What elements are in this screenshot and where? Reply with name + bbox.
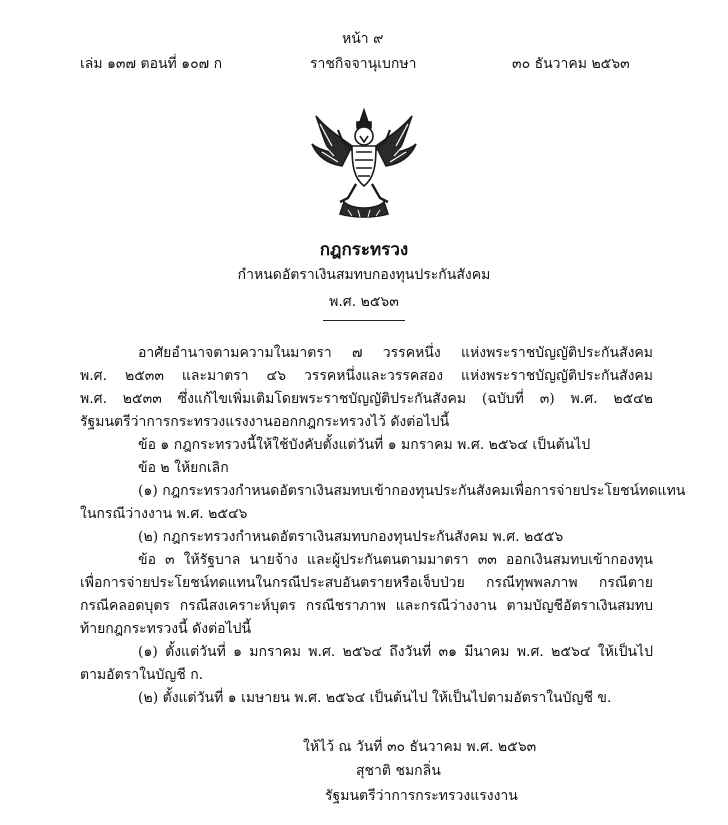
clause-3-item-1-cont: ตามอัตราในบัญชี ก. [80,667,204,683]
clause-3-line-4: ท้ายกฎกระทรวงนี้ ดังต่อไปนี้ [80,621,252,637]
clause-2-item-1-cont: ในกรณีว่างงาน พ.ศ. ๒๕๔๖ [80,506,248,522]
signatory-name: สุชาติ ชมกลิ่น [356,763,441,779]
clause-1: ข้อ ๑ กฎกระทรวงนี้ให้ใช้บังคับตั้งแต่วันที่ ๑ มกราคม พ.ศ. ๒๕๖๔ เป็นต้นไป [138,437,591,453]
clause-2-item-2: (๒) กฎกระทรวงกำหนดอัตราเงินสมทบกองทุนประกันสังคม พ.ศ. ๒๕๕๖ [138,529,564,545]
preamble-line-1: อาศัยอำนาจตามความในมาตรา ๗ วรรคหนึ่ง แห่งพระราชบัญญัติประกันสังคม [138,345,653,361]
volume-issue: เล่ม ๑๓๗ ตอนที่ ๑๐๗ ก [80,56,223,72]
clause-2-item-1: (๑) กฎกระทรวงกำหนดอัตราเงินสมทบเข้ากองทุนประกันสังคมเพื่อการจ่ายประโยชน์ทดแทน [138,483,686,499]
page-number: หน้า ๙ [342,31,384,47]
clause-2: ข้อ ๒ ให้ยกเลิก [138,460,229,476]
clause-3-line-1: ข้อ ๓ ให้รัฐบาล นายจ้าง และผู้ประกันตนตามมาตรา ๓๓ ออกเงินสมทบเข้ากองทุน [138,552,653,568]
clause-3-item-1: (๑) ตั้งแต่วันที่ ๑ มกราคม พ.ศ. ๒๕๖๔ ถึงวันที่ ๓๑ มีนาคม พ.ศ. ๒๕๖๔ ให้เป็นไป [138,644,653,660]
gazette-name: ราชกิจจานุเบกษา [310,56,417,72]
clause-3-line-2: เพื่อการจ่ายประโยชน์ทดแทนในกรณีประสบอันตรายหรือเจ็บป่วย กรณีทุพพลภาพ กรณีตาย [80,575,653,591]
document-year: พ.ศ. ๒๕๖๓ [329,294,399,310]
preamble-line-2: พ.ศ. ๒๕๓๓ และมาตรา ๔๖ วรรคหนึ่งและวรรคสอง แห่งพระราชบัญญัติประกันสังคม [80,368,653,384]
clause-3-item-2: (๒) ตั้งแต่วันที่ ๑ เมษายน พ.ศ. ๒๕๖๔ เป็นต้นไป ให้เป็นไปตามอัตราในบัญชี ข. [138,690,612,706]
clause-3-line-3: กรณีคลอดบุตร กรณีสงเคราะห์บุตร กรณีชราภาพ และกรณีว่างงาน ตามบัญชีอัตราเงินสมทบ [80,598,653,614]
title-divider [323,320,405,321]
given-date: ให้ไว้ ณ วันที่ ๓๐ ธันวาคม พ.ศ. ๒๕๖๓ [303,739,537,755]
garuda-emblem-icon [308,106,420,220]
document-title: กฎกระทรวง [319,240,409,260]
preamble-line-4: รัฐมนตรีว่าการกระทรวงแรงงานออกกฎกระทรวงไว้ ดังต่อไปนี้ [80,414,450,430]
document-subtitle: กำหนดอัตราเงินสมทบกองทุนประกันสังคม [237,267,491,283]
signatory-position: รัฐมนตรีว่าการกระทรวงแรงงาน [325,788,518,804]
preamble-line-3: พ.ศ. ๒๕๓๓ ซึ่งแก้ไขเพิ่มเติมโดยพระราชบัญญัติประกันสังคม (ฉบับที่ ๓) พ.ศ. ๒๕๔๒ [80,391,653,407]
issue-date: ๓๐ ธันวาคม ๒๕๖๓ [512,56,630,72]
